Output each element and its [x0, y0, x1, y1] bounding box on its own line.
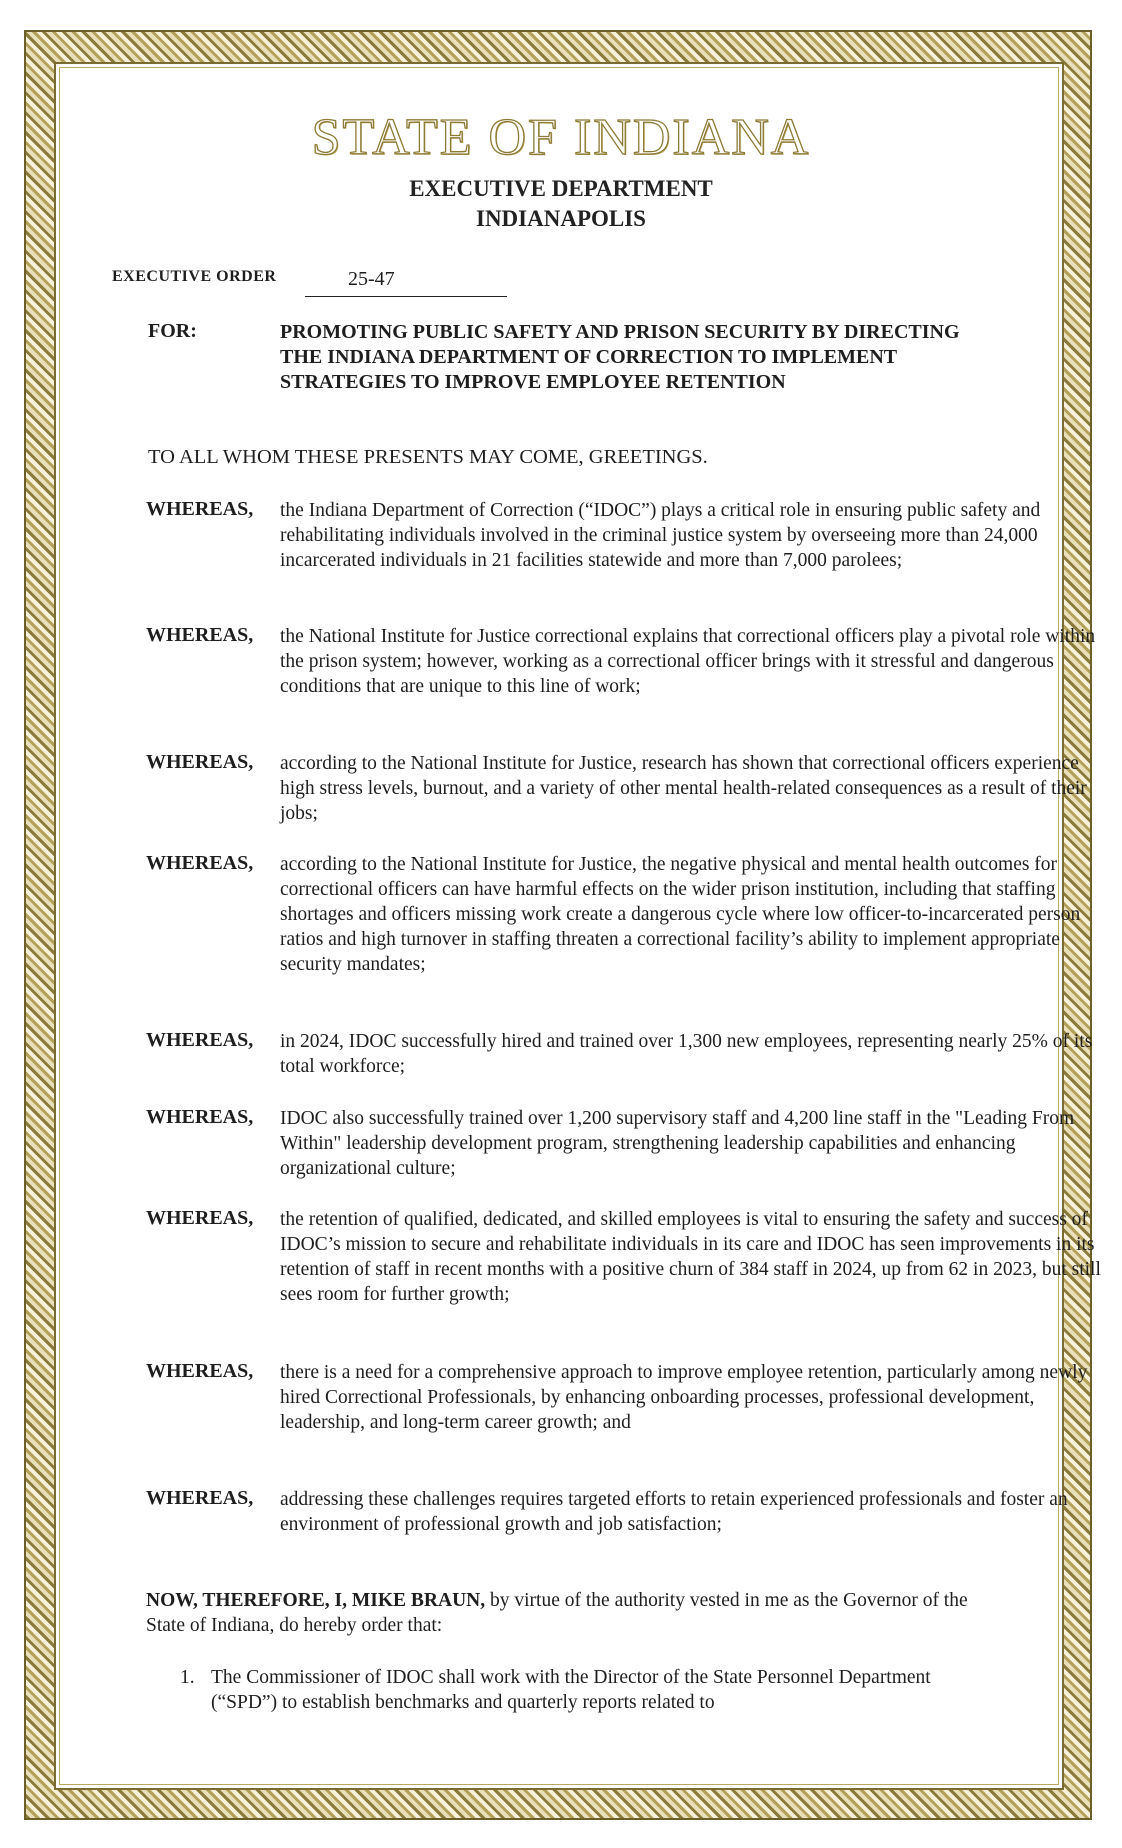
whereas-text: in 2024, IDOC successfully hired and trained over 1,300 new employees, representing nearly 25% of its total workforce;	[280, 1031, 1093, 1077]
executive-order-number: 25-47	[348, 268, 395, 290]
executive-order-label: EXECUTIVE ORDER	[112, 268, 277, 285]
whereas-label: WHEREAS,	[146, 751, 254, 773]
order-item-text: The Commissioner of IDOC shall work with the Director of the State Personnel Department (“SPD”) to establish benchmarks and quarterly reports related to	[211, 1667, 931, 1713]
whereas-label: WHEREAS,	[146, 1207, 254, 1229]
whereas-text: there is a need for a comprehensive approach to improve employee retention, particularly among newly hired Correctional Professionals, by enhancing onboarding processes, professional development, leadership, and long-term career growth; and	[280, 1362, 1088, 1433]
order-subject: PROMOTING PUBLIC SAFETY AND PRISON SECURITY BY DIRECTING THE INDIANA DEPARTMENT OF CORRECTION TO IMPLEMENT STRATEGIES TO IMPROVE EMPLOYEE RETENTION	[280, 321, 960, 393]
now-therefore-clause	[146, 1588, 976, 1638]
whereas-label: WHEREAS,	[146, 498, 254, 520]
now-therefore-text: by virtue of the authority vested in me as the Governor of the State of Indiana, do hereby order that:	[146, 1590, 968, 1636]
now-therefore-lead: NOW, THEREFORE, I, MIKE BRAUN,	[146, 1590, 486, 1611]
whereas-text: the retention of qualified, dedicated, and skilled employees is vital to ensuring the safety and success of IDOC’s mission to secure and rehabilitate individuals in its care and IDOC has seen improvements in its retention of staff in recent months with a positive churn of 384 staff in 2024, up from 62 in 2023, but still sees room for further growth;	[280, 1209, 1101, 1305]
whereas-text: the National Institute for Justice correctional explains that correctional officers play a pivotal role within the prison system; however, working as a correctional officer brings with it stressful and dangerous conditions that are unique to this line of work;	[280, 626, 1096, 697]
whereas-label: WHEREAS,	[146, 852, 254, 874]
whereas-text: addressing these challenges requires targeted efforts to retain experienced professionals and foster an environment of professional growth and job satisfaction;	[280, 1489, 1068, 1535]
whereas-label: WHEREAS,	[146, 1029, 254, 1051]
department-heading: EXECUTIVE DEPARTMENT	[409, 176, 713, 201]
whereas-text: the Indiana Department of Correction (“IDOC”) plays a critical role in ensuring public safety and rehabilitating individuals involved in the criminal justice system by overseeing more than 24,000 incarcerated individuals in 21 facilities statewide and more than 7,000 parolees;	[280, 500, 1041, 571]
whereas-text: according to the National Institute for Justice, research has shown that correctional officers experience high stress levels, burnout, and a variety of other mental health-related consequences as a result of their jobs;	[280, 753, 1087, 824]
greeting: TO ALL WHOM THESE PRESENTS MAY COME, GREETINGS.	[148, 446, 708, 468]
whereas-label: WHEREAS,	[146, 1360, 254, 1382]
for-label: FOR:	[148, 320, 197, 342]
whereas-label: WHEREAS,	[146, 624, 254, 646]
order-item-number: 1.	[180, 1667, 195, 1688]
executive-order-underline	[305, 296, 507, 297]
whereas-label: WHEREAS,	[146, 1106, 254, 1128]
whereas-label: WHEREAS,	[146, 1487, 254, 1509]
state-title: STATE OF INDIANA	[311, 109, 811, 166]
whereas-text: according to the National Institute for Justice, the negative physical and mental health outcomes for correctional officers can have harmful effects on the wider prison institution, including that staffing shortages and officers missing work create a dangerous cycle where low officer-to-incarcerated person ratios and high turnover in staffing threaten a correctional facility’s ability to implement appropriate security mandates;	[280, 854, 1081, 975]
city-heading: INDIANAPOLIS	[476, 206, 646, 231]
whereas-text: IDOC also successfully trained over 1,200 supervisory staff and 4,200 line staff in the "Leading From Within" leadership development program, strengthening leadership capabilities and enhancing organizational culture;	[280, 1108, 1075, 1179]
